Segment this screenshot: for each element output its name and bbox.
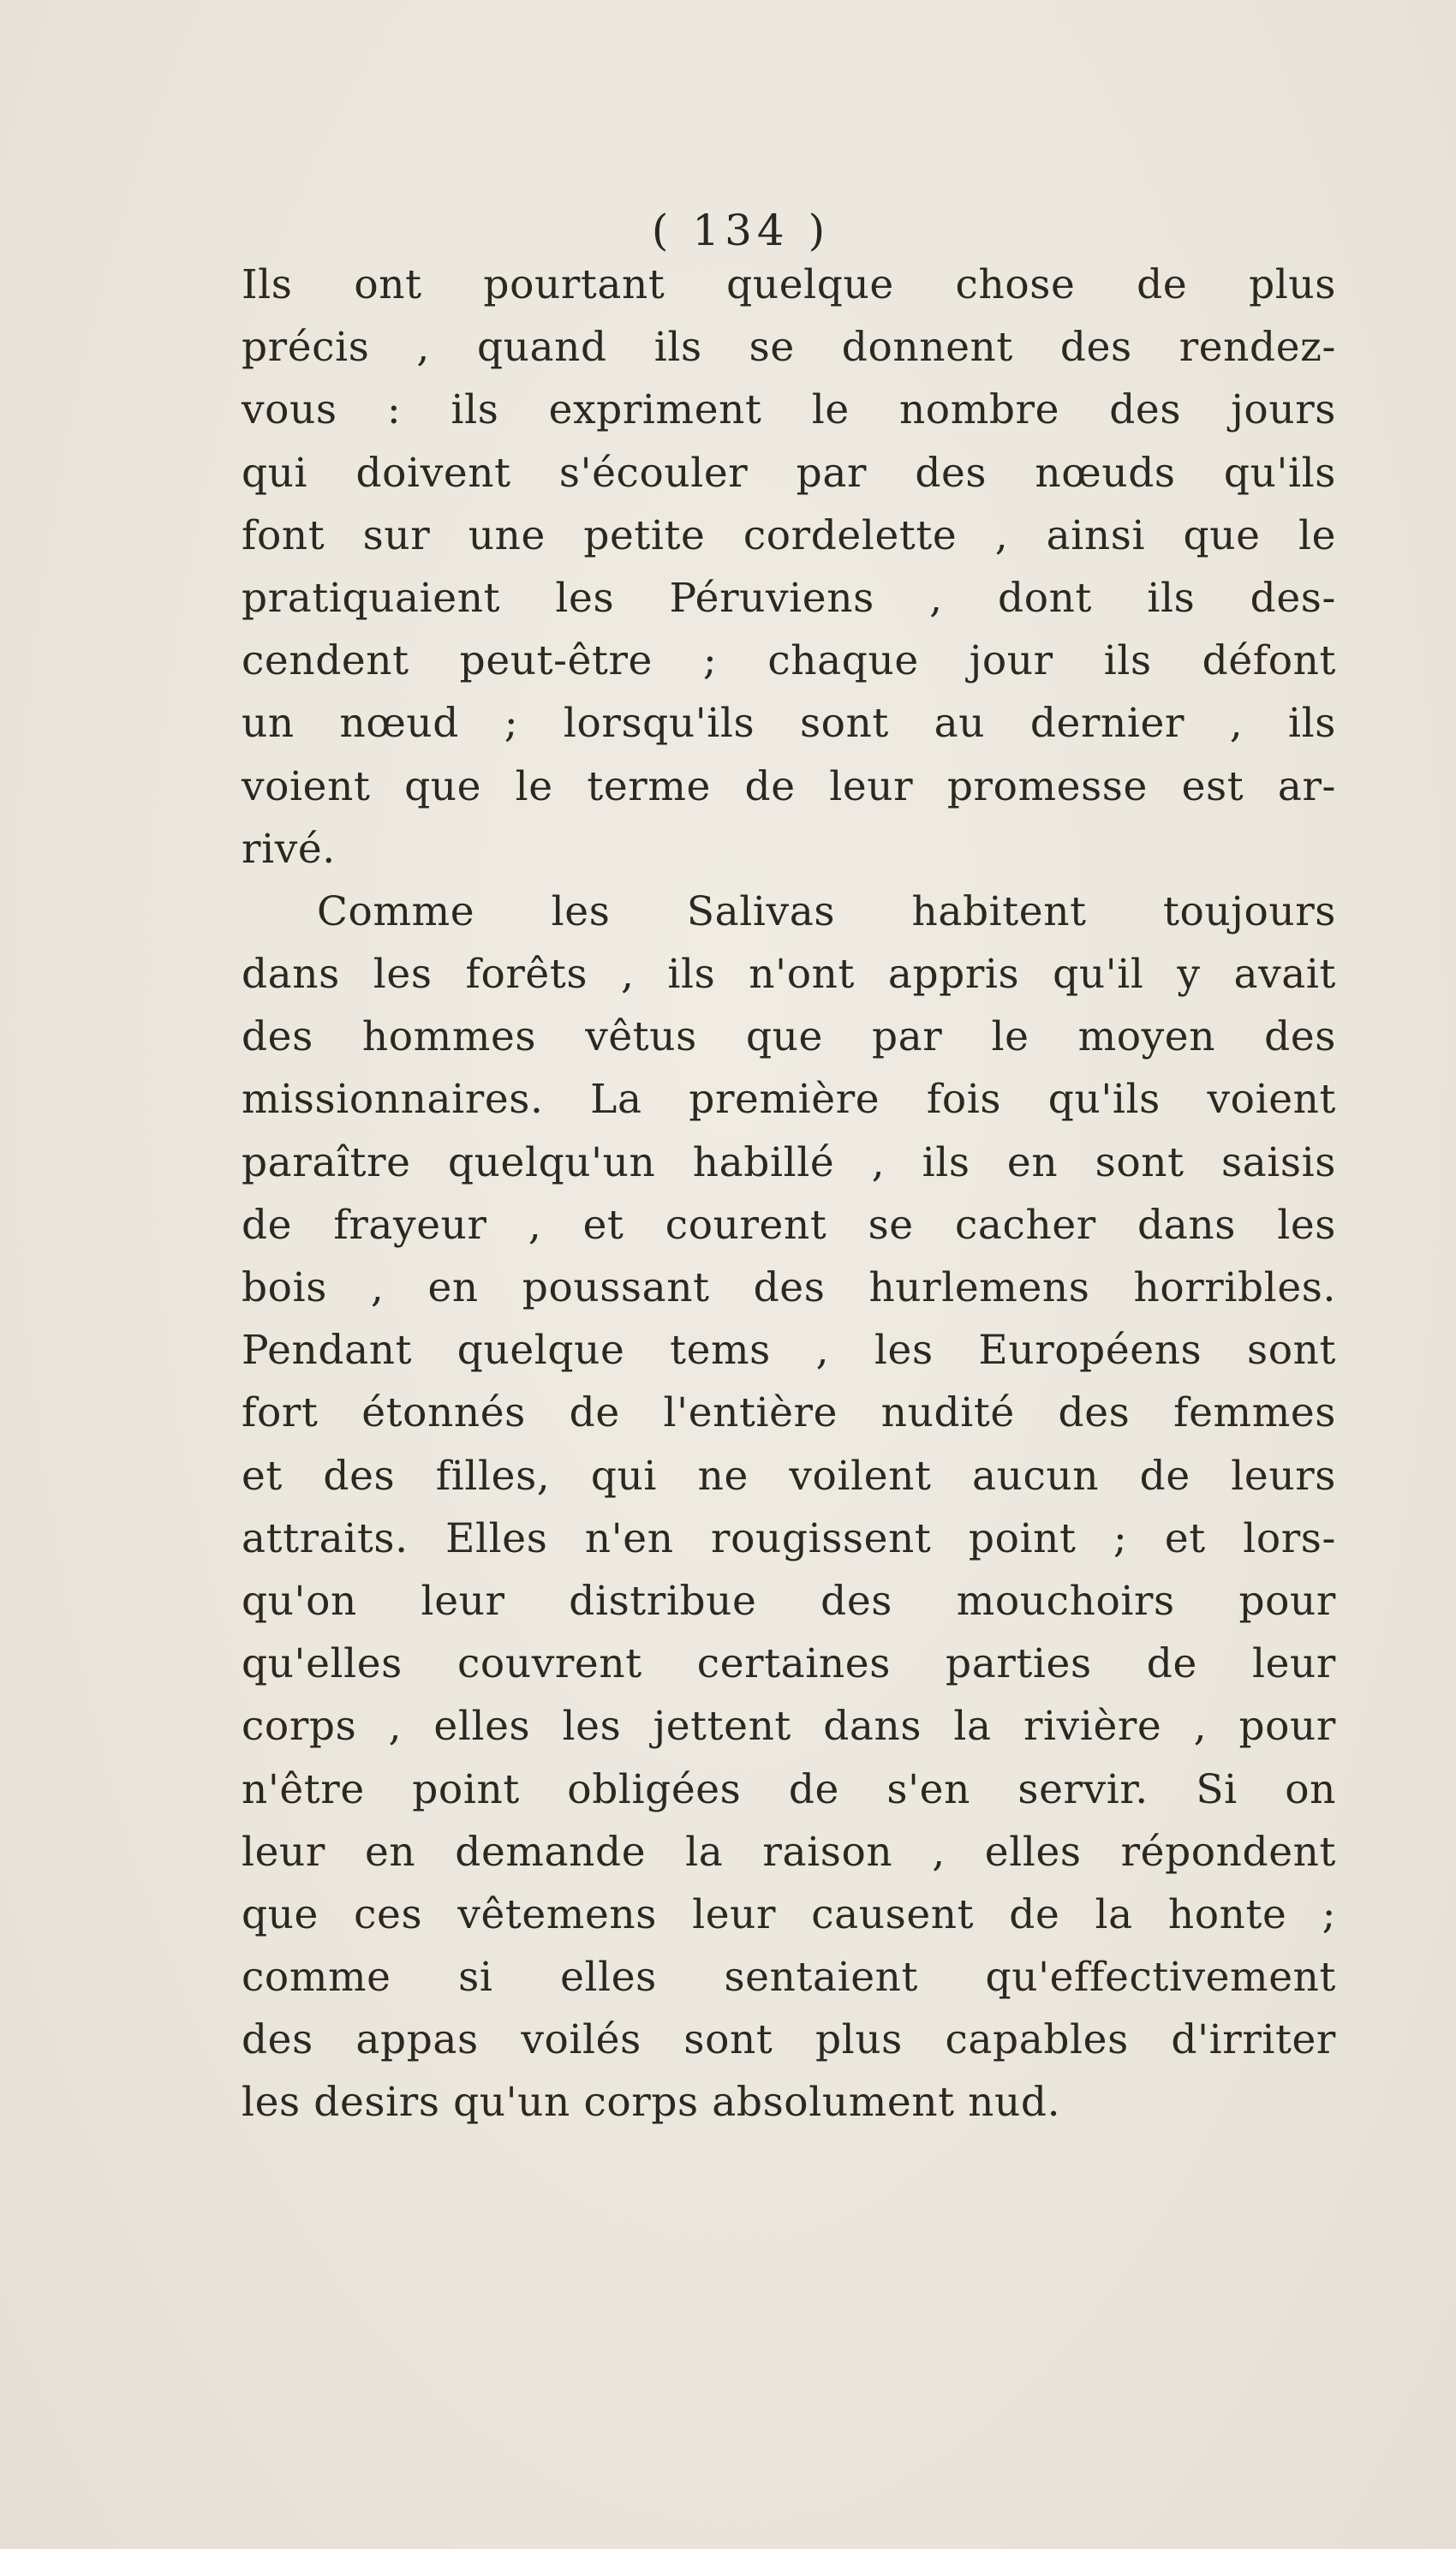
text-line: des appas voilés sont plus capables d'irriter [242, 2016, 1336, 2064]
text-line: comme si elles sentaient qu'effectivement [242, 1954, 1336, 2002]
text-line: des hommes vêtus que par le moyen des [242, 1013, 1336, 1061]
text-line: font sur une petite cordelette , ainsi que le [242, 511, 1336, 559]
text-line: les desirs qu'un corps absolument nud. [242, 2079, 1061, 2127]
body-text [242, 254, 1336, 2134]
text-line: Comme les Salivas habitent toujours [317, 887, 1336, 935]
text-line: attraits. Elles n'en rougissent point ; et lors- [242, 1514, 1336, 1562]
text-line: qui doivent s'écouler par des nœuds qu'ils [242, 449, 1336, 497]
text-line: rivé. [242, 825, 336, 873]
text-line: Ils ont pourtant quelque chose de plus [242, 261, 1336, 308]
text-line: bois , en poussant des hurlemens horribles. [242, 1264, 1336, 1311]
text-line: pratiquaient les Péruviens , dont ils des- [242, 574, 1336, 622]
page-number: ( 134 ) [651, 206, 831, 255]
text-line: paraître quelqu'un habillé , ils en sont saisis [242, 1138, 1336, 1186]
paragraph-1 [242, 254, 1336, 881]
text-line: et des filles, qui ne voilent aucun de leurs [242, 1452, 1336, 1500]
text-line: missionnaires. La première fois qu'ils voient [242, 1076, 1336, 1124]
text-line: leur en demande la raison , elles répondent [242, 1828, 1336, 1876]
text-line: n'être point obligées de s'en servir. Si on [242, 1765, 1336, 1813]
text-line: cendent peut-être ; chaque jour ils défont [242, 637, 1336, 685]
text-line: qu'on leur distribue des mouchoirs pour [242, 1577, 1336, 1625]
text-line: un nœud ; lorsqu'ils sont au dernier , ils [242, 700, 1336, 748]
text-line: fort étonnés de l'entière nudité des femmes [242, 1389, 1336, 1437]
text-line: voient que le terme de leur promesse est ar- [242, 762, 1336, 810]
text-line: qu'elles couvrent certaines parties de leur [242, 1640, 1336, 1688]
text-line: corps , elles les jettent dans la rivière , pour [242, 1703, 1336, 1751]
text-line: de frayeur , et courent se cacher dans les [242, 1201, 1336, 1249]
text-line: vous : ils expriment le nombre des jours [242, 386, 1336, 434]
text-line: précis , quand ils se donnent des rendez- [242, 324, 1336, 372]
text-line: dans les forêts , ils n'ont appris qu'il y avait [242, 951, 1336, 999]
text-line: Pendant quelque tems , les Européens sont [242, 1327, 1336, 1375]
paragraph-2 [242, 881, 1336, 2134]
text-line: que ces vêtemens leur causent de la honte ; [242, 1890, 1336, 1938]
